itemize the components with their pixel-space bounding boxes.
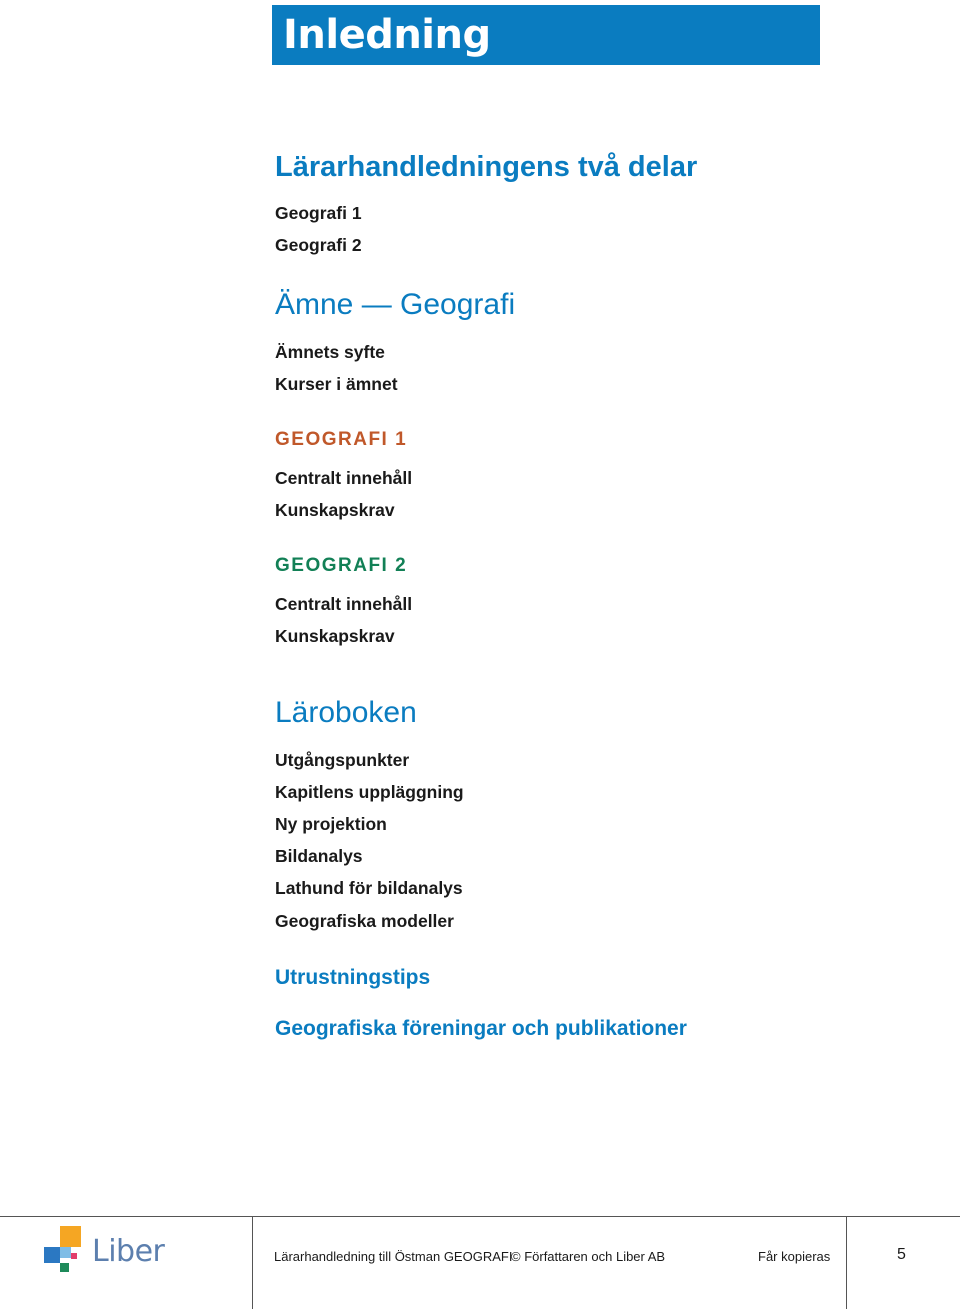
logo-text: Liber xyxy=(92,1234,165,1269)
list-item: Geografi 1 xyxy=(275,203,362,223)
list-item: Ny projektion xyxy=(275,814,387,834)
list-item: Utgångspunkter xyxy=(275,750,410,770)
heading-geografi-1: GEOGRAFI 1 xyxy=(275,429,408,450)
chapter-title: Inledning xyxy=(283,12,491,58)
page-number: 5 xyxy=(897,1246,906,1263)
footer-vertical-divider xyxy=(252,1216,253,1309)
list-item: Ämnets syfte xyxy=(275,342,385,362)
heading-utrustningstips: Utrustningstips xyxy=(275,966,431,989)
footer-vertical-divider xyxy=(846,1216,847,1309)
list-item: Geografiska modeller xyxy=(275,911,454,931)
list-item: Kurser i ämnet xyxy=(275,374,398,394)
list-item: Kunskapskrav xyxy=(275,500,395,520)
heading-foreningar: Geografiska föreningar och publikationer xyxy=(275,1017,687,1040)
list-item: Centralt innehåll xyxy=(275,468,413,488)
heading-geografi-2: GEOGRAFI 2 xyxy=(275,555,408,576)
footer-permission: Får kopieras xyxy=(758,1249,831,1264)
heading-laroboken: Läroboken xyxy=(275,696,417,729)
list-item: Geografi 2 xyxy=(275,235,362,255)
footer-copyright: © Författaren och Liber AB xyxy=(511,1249,666,1264)
footer-book-title: Lärarhandledning till Östman GEOGRAFI xyxy=(274,1249,513,1264)
list-item: Lathund för bildanalys xyxy=(275,878,463,898)
chapter-banner xyxy=(272,5,820,65)
list-item: Kunskapskrav xyxy=(275,626,395,646)
list-item: Centralt innehåll xyxy=(275,594,413,614)
heading-amne: Ämne — Geografi xyxy=(275,288,516,321)
heading-delar: Lärarhandledningens två delar xyxy=(275,151,698,183)
list-item: Kapitlens uppläggning xyxy=(275,782,464,802)
footer-divider xyxy=(0,1216,960,1217)
list-item: Bildanalys xyxy=(275,846,363,866)
